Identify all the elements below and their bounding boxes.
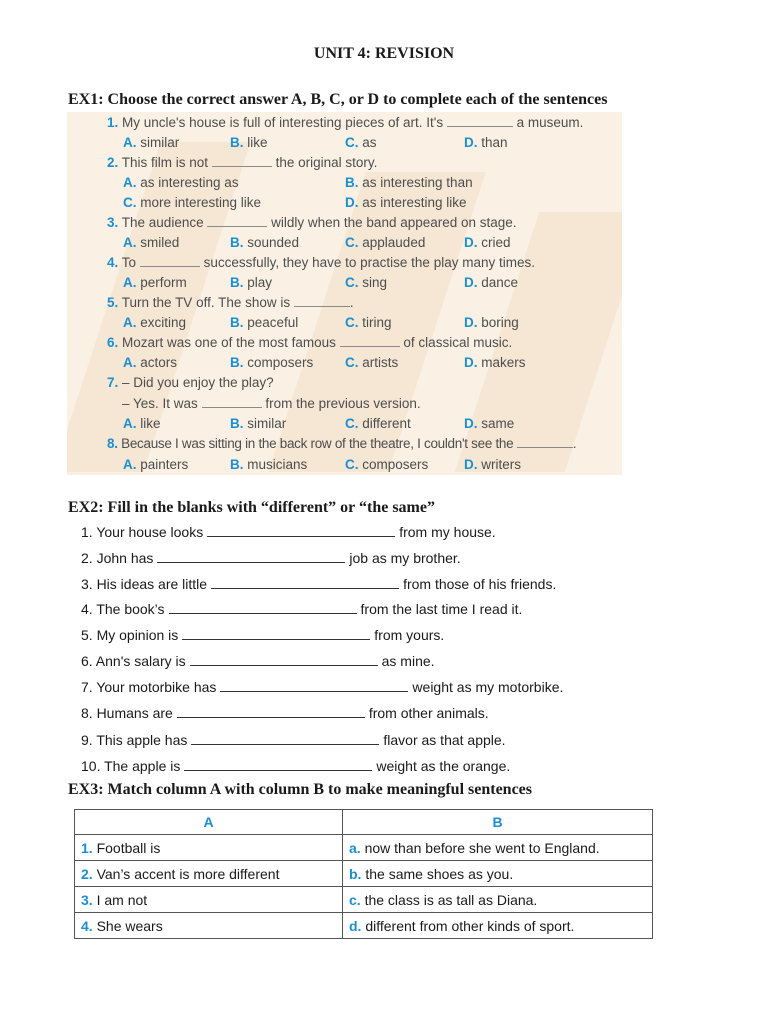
option-b[interactable]: B. musicians: [230, 457, 308, 472]
answer-blank[interactable]: [202, 395, 262, 408]
option-b[interactable]: B. peaceful: [230, 315, 299, 330]
option-d[interactable]: D. than: [464, 135, 508, 150]
column-a-cell[interactable]: 4. She wears: [75, 913, 343, 939]
option-d[interactable]: D. same: [464, 416, 515, 431]
option-c[interactable]: C. different: [345, 416, 411, 431]
option-a[interactable]: A. perform: [123, 275, 187, 290]
column-b-cell[interactable]: d. different from other kinds of sport.: [343, 913, 653, 939]
answer-blank[interactable]: [340, 334, 400, 347]
table-row: [75, 913, 653, 939]
option-a[interactable]: A. as interesting as: [123, 175, 239, 190]
fill-blank[interactable]: [190, 651, 378, 666]
option-d[interactable]: D. as interesting like: [345, 195, 467, 210]
option-d[interactable]: D. writers: [464, 457, 522, 472]
option-a[interactable]: A. exciting: [123, 315, 187, 330]
table-row: [75, 887, 653, 913]
fill-blank[interactable]: [184, 756, 372, 771]
question-5: 5. Turn the TV off. The show is .: [107, 295, 354, 310]
option-a[interactable]: A. actors: [123, 355, 178, 370]
fill-blank[interactable]: [191, 730, 379, 745]
question-1: 1. My uncle's house is full of interesting pieces of art. It's a museum.: [107, 115, 584, 130]
fill-blank[interactable]: [182, 625, 370, 640]
option-a[interactable]: A. smiled: [123, 235, 180, 250]
option-c[interactable]: C. sing: [345, 275, 388, 290]
question-3: 3. The audience wildly when the band appeared on stage.: [107, 215, 517, 230]
table-row: [75, 835, 653, 861]
fill-blank[interactable]: [220, 677, 408, 692]
option-b[interactable]: B. like: [230, 135, 268, 150]
answer-blank[interactable]: [517, 435, 573, 448]
option-d[interactable]: D. makers: [464, 355, 526, 370]
option-b[interactable]: B. as interesting than: [345, 175, 473, 190]
option-c[interactable]: C. composers: [345, 457, 429, 472]
fill-blank[interactable]: [211, 574, 399, 589]
column-b-header: B: [343, 810, 653, 835]
question-8: 8. Because I was sitting in the back row of the theatre, I couldn't see the .: [107, 436, 577, 451]
option-a[interactable]: A. similar: [123, 135, 180, 150]
answer-blank[interactable]: [207, 214, 267, 227]
column-b-cell[interactable]: c. the class is as tall as Diana.: [343, 887, 653, 913]
option-c[interactable]: C. tiring: [345, 315, 392, 330]
fill-blank[interactable]: [157, 548, 345, 563]
question-7-reply: – Yes. It was from the previous version.: [122, 396, 421, 411]
option-d[interactable]: D. dance: [464, 275, 519, 290]
fill-item-7: 7. Your motorbike has weight as my motorbike.: [81, 679, 564, 695]
answer-blank[interactable]: [212, 154, 272, 167]
option-d[interactable]: D. boring: [464, 315, 519, 330]
question-6: 6. Mozart was one of the most famous of classical music.: [107, 335, 513, 350]
question-4: 4. To successfully, they have to practise the play many times.: [107, 255, 535, 270]
fill-item-4: 4. The book’s from the last time I read it.: [81, 601, 523, 617]
column-a-cell[interactable]: 1. Football is: [75, 835, 343, 861]
fill-item-9: 9. This apple has flavor as that apple.: [81, 732, 506, 748]
option-b[interactable]: B. similar: [230, 416, 287, 431]
column-b-cell[interactable]: b. the same shoes as you.: [343, 861, 653, 887]
option-b[interactable]: B. composers: [230, 355, 314, 370]
fill-item-8: 8. Humans are from other animals.: [81, 705, 489, 721]
question-7: 7. – Did you enjoy the play?: [107, 375, 274, 390]
option-b[interactable]: B. sounded: [230, 235, 300, 250]
fill-blank[interactable]: [177, 703, 365, 718]
fill-blank[interactable]: [169, 599, 357, 614]
option-c[interactable]: C. artists: [345, 355, 399, 370]
fill-item-1: 1. Your house looks from my house.: [81, 524, 496, 540]
option-b[interactable]: B. play: [230, 275, 273, 290]
fill-item-5: 5. My opinion is from yours.: [81, 627, 445, 643]
column-a-cell[interactable]: 3. I am not: [75, 887, 343, 913]
ex3-heading: EX3: Match column A with column B to make meaningful sentences: [68, 781, 532, 798]
option-c[interactable]: C. applauded: [345, 235, 426, 250]
column-a-cell[interactable]: 2. Van’s accent is more different: [75, 861, 343, 887]
ex1-heading: EX1: Choose the correct answer A, B, C, or D to complete each of the sentences: [68, 91, 608, 108]
option-c[interactable]: C. more interesting like: [123, 195, 262, 210]
table-header-row: [75, 810, 653, 835]
fill-item-3: 3. His ideas are little from those of his friends.: [81, 576, 557, 592]
fill-item-2: 2. John has job as my brother.: [81, 550, 461, 566]
fill-item-6: 6. Ann's salary is as mine.: [81, 653, 435, 669]
page-title: UNIT 4: REVISION: [313, 45, 455, 62]
column-b-cell[interactable]: a. now than before she went to England.: [343, 835, 653, 861]
answer-blank[interactable]: [140, 254, 200, 267]
fill-blank[interactable]: [207, 522, 395, 537]
answer-blank[interactable]: [447, 114, 513, 127]
answer-blank[interactable]: [294, 294, 350, 307]
option-a[interactable]: A. like: [123, 416, 161, 431]
option-c[interactable]: C. as: [345, 135, 377, 150]
option-a[interactable]: A. painters: [123, 457, 189, 472]
match-table: [74, 809, 653, 939]
option-d[interactable]: D. cried: [464, 235, 511, 250]
column-a-header: A: [75, 810, 343, 835]
ex2-heading: EX2: Fill in the blanks with “different” or “the same”: [68, 499, 435, 516]
fill-item-10: 10. The apple is weight as the orange.: [81, 758, 511, 774]
table-row: [75, 861, 653, 887]
question-2: 2. This film is not the original story.: [107, 155, 378, 170]
